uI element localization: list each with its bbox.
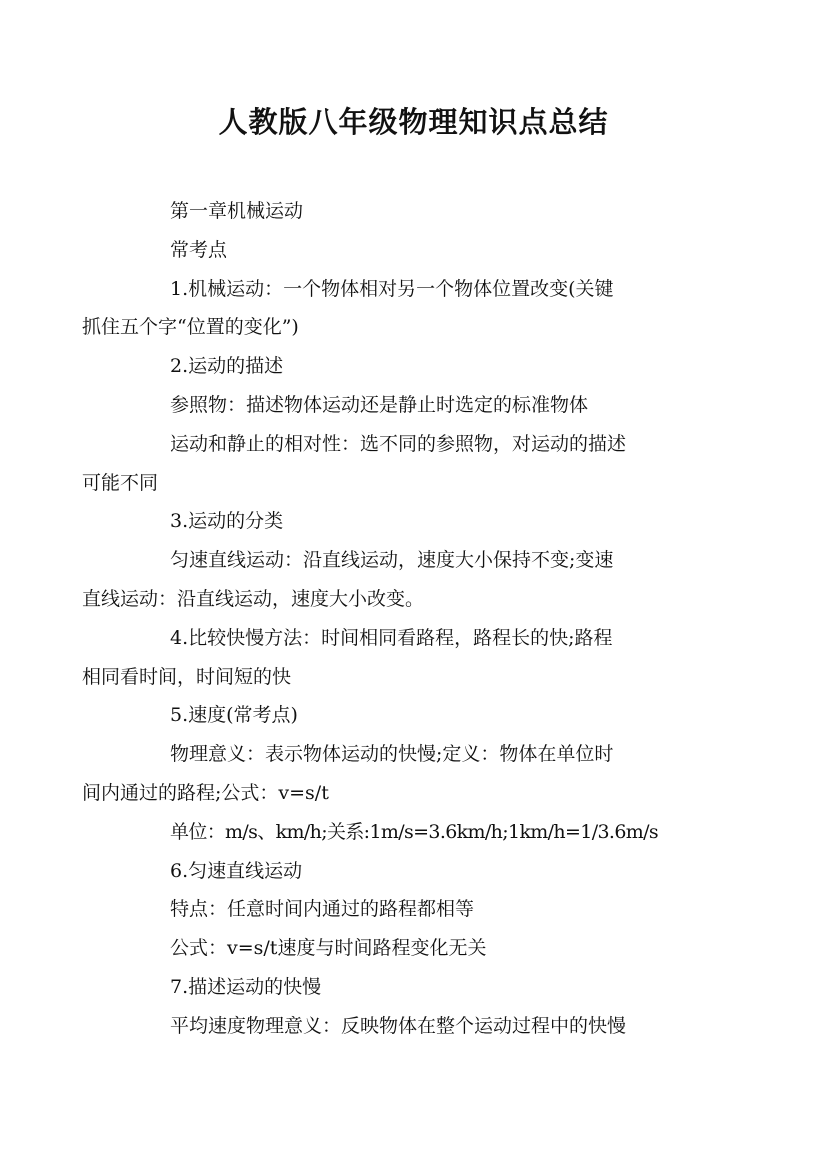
document-title: 人教版八年级物理知识点总结 [218,105,609,139]
paragraph-line: 匀速直线运动：沿直线运动，速度大小保持不变;变速 [170,549,614,572]
paragraph-line: 7.描述运动的快慢 [170,975,322,998]
paragraph [82,541,702,619]
paragraph-line: 直线运动：沿直线运动，速度大小改变。 [82,587,425,610]
paragraph [82,270,702,348]
paragraph [126,386,702,425]
paragraph-line: 单位：m/s、km/h;关系:1m/s=3.6km/h;1km/h=1/3.6m/s [170,820,658,843]
paragraph [126,929,702,968]
paragraph [126,231,702,270]
paragraph-line: 参照物：描述物体运动还是静止时选定的标准物体 [170,393,589,416]
paragraph [126,502,702,541]
paragraph-line: 相同看时间，时间短的快 [82,665,292,688]
paragraph-line: 第一章机械运动 [170,200,304,222]
paragraph [126,890,702,929]
paragraph [126,1007,702,1046]
paragraph-line: 间内通过的路程;公式：v=s/t [82,781,329,804]
paragraph-line: 5.速度(常考点) [170,704,298,727]
paragraph-line: 3.运动的分类 [170,510,284,533]
paragraph-line: 6.匀速直线运动 [170,859,303,882]
paragraph [126,696,702,735]
paragraph-line: 运动和静止的相对性：选不同的参照物，对运动的描述 [170,432,627,455]
paragraph [126,192,702,231]
paragraph-line: 物理意义：表示物体运动的快慢;定义：物体在单位时 [170,743,614,766]
document-body [82,192,702,1046]
paragraph-line: 特点：任意时间内通过的路程都相等 [170,898,475,921]
paragraph-line: 抓住五个字“位置的变化”) [82,316,299,339]
paragraph-line: 公式：v=s/t速度与时间路程变化无关 [170,937,487,960]
paragraph [126,852,702,891]
paragraph-line: 2.运动的描述 [170,355,284,378]
paragraph [82,425,702,503]
paragraph-line: 1.机械运动：一个物体相对另一个物体位置改变(关键 [170,277,614,300]
paragraph [126,968,702,1007]
paragraph [82,619,702,697]
paragraph-line: 可能不同 [82,471,159,494]
paragraph-line: 常考点 [170,238,228,261]
paragraph-line: 平均速度物理意义：反映物体在整个运动过程中的快慢 [170,1014,627,1037]
paragraph [126,813,702,852]
paragraph [82,735,702,813]
paragraph [126,347,702,386]
paragraph-line: 4.比较快慢方法：时间相同看路程，路程长的快;路程 [170,626,613,649]
